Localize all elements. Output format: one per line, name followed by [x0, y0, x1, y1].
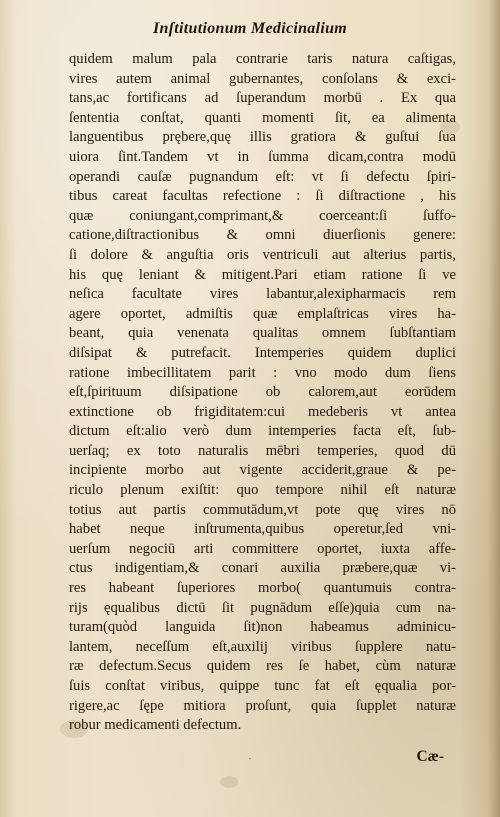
- text-line: diſsipat & putrefacit. Intemperies quidem duplici: [69, 344, 456, 361]
- text-line: ctus indigentiam,& conari auxilia præbere,quæ vi-: [69, 560, 456, 577]
- body-text: [69, 50, 456, 736]
- text-line: agere oportet, admiſtis quæ emplaſtricas vires ha-: [69, 305, 456, 322]
- text-line: uerſum negociū arti committere oportet, iuxta affe-: [69, 540, 456, 557]
- text-line: vires autem animal gubernantes, conſolans & exci-: [69, 70, 456, 87]
- catchword: Cæ-: [416, 748, 444, 765]
- text-line: quidem malum pala contrarie taris natura caſtigas,: [69, 51, 456, 67]
- text-line-last: robur medicamenti defectum.: [69, 717, 242, 734]
- text-line: ſuis conſtat viribus, quippe tunc fat eſt ęqualia por-: [69, 678, 456, 694]
- text-line: ſententia conſtat, quanti momenti ſit, ea alimenta: [69, 109, 456, 126]
- text-line: neſica facultate vires labantur,alexipharmacis rem: [69, 286, 456, 303]
- text-line: totius aut partis commutādum,vt pote quę vires nō: [69, 501, 456, 518]
- text-line: uiora ſint.Tandem vt in ſumma dicam,contra modū: [69, 148, 456, 165]
- text-line: uerſaq; ex toto naturalis mēbri temperies, quod dū: [69, 442, 456, 459]
- text-line: rijs ęqualibus dictū ſit pugnādum eſſe)quia cum na-: [69, 599, 456, 616]
- text-line: tibus careat facultas refectione : ſi diſtractione , his: [69, 188, 456, 205]
- text-line: dictum eſt:alio verò dum intemperies facta eſt, ſub-: [69, 423, 456, 440]
- text-line: languentibus prębere,quę illis gratiora & guſtui ſua: [69, 129, 456, 146]
- page-edge-shadow: [488, 0, 500, 817]
- text-line: ræ defectum.Secus quidem res ſe habet, cùm naturæ: [69, 658, 456, 675]
- text-line: beant, quia venenata qualitas omnem ſubſtantiam: [69, 325, 456, 342]
- text-line: operandi cauſæ pugnandum eſt: vt ſi defectu ſpiri-: [69, 168, 456, 185]
- text-line: tans,ac fortificans ad ſuperandum morbū . Ex qua: [69, 90, 456, 107]
- text-line: rigere,ac ſępe mitiora proſunt, quia ſupplet naturæ: [69, 697, 456, 714]
- text-line: lantem, neceſſum eſt,auxilij viribus ſupplere natu-: [69, 638, 456, 655]
- text-line: eſt,ſpirituum diſsipatione ob calorem,aut eorūdem: [69, 384, 456, 401]
- running-head: Inſtitutionum Medicinalium: [152, 20, 348, 37]
- text-line: quæ coniungant,comprimant,& coerceant:ſi ſuffo-: [69, 207, 456, 224]
- text-line: turam(quòd languida ſit)non habeamus adminicu-: [69, 619, 456, 636]
- text-line: ſi dolore & anguſtia oris ventriculi aut alterius partis,: [69, 246, 456, 263]
- ink-smudge: ·: [248, 752, 252, 766]
- text-line: catione,diſtractionibus & omni diuerſionis genere:: [69, 227, 456, 244]
- paper-stain: [220, 776, 238, 788]
- text-line: extinctione ob frigiditatem:cui medeberis vt antea: [69, 403, 456, 420]
- text-line: ratione imbecillitatem parit : vno modo dum ſiens: [69, 364, 456, 381]
- text-line: res habeant ſuperiores morbo( quantumuis contra-: [69, 580, 456, 597]
- text-line: incipiente morbo aut vigente acciderit,graue & pe-: [69, 462, 456, 479]
- text-line: his quę leniant & mitigent.Pari etiam ratione ſi ve: [69, 266, 456, 283]
- text-line: habet neque inſtrumenta,quibus operetur,ſed vni-: [69, 521, 456, 538]
- text-line: riculo plenum exiſtit: quo tempore nihil eſt naturæ: [69, 482, 456, 499]
